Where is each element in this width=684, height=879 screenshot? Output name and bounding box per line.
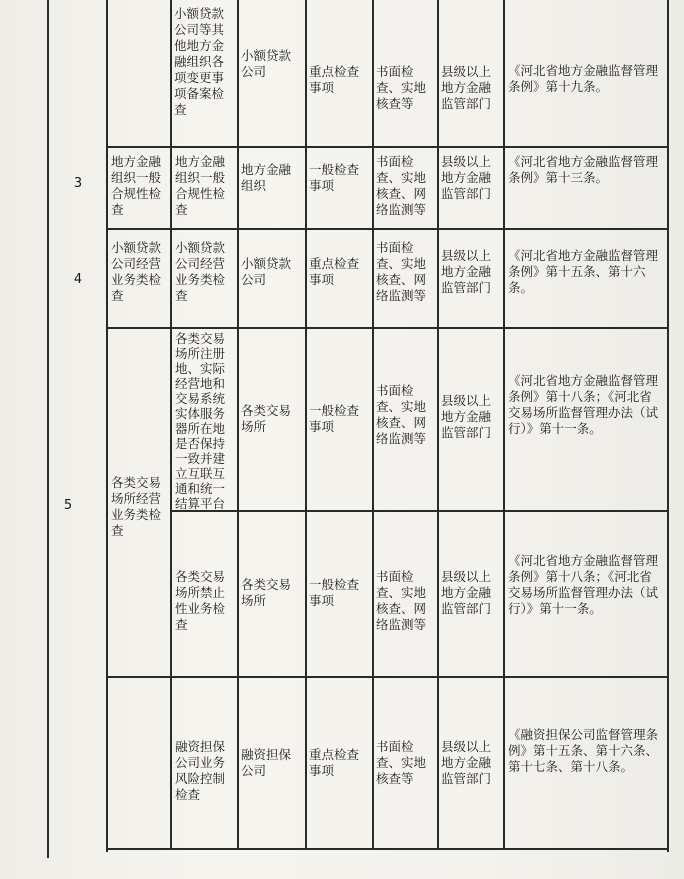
- table-cell-type: 一般检查事项: [309, 403, 360, 434]
- table-cell-method: 书面检查、实地核查、网络监测等: [376, 240, 427, 303]
- column-divider: [237, 0, 239, 850]
- table-cell-number: 5: [63, 498, 73, 513]
- table-cell-basis: 《河北省地方金融监督管理条例》第十八条；《河北省交易场所监督管理办法（试行）》第十一条。: [508, 373, 659, 436]
- table-border-right: [667, 0, 669, 852]
- table-cell-method: 书面检查、实地核查、网络监测等: [376, 383, 427, 446]
- column-divider: [170, 0, 172, 850]
- column-divider: [305, 0, 307, 850]
- table-cell-authority: 县级以上地方金融监管部门: [441, 64, 492, 111]
- table-cell-method: 书面检查、实地核查、网络监测等: [376, 154, 427, 217]
- row-divider: [106, 228, 669, 230]
- table-cell-method: 书面检查、实地核查等: [376, 739, 427, 786]
- table-cell-basis: 《河北省地方金融监督管理条例》第十八条；《河北省交易场所监督管理办法（试行）》第十一条。: [508, 553, 659, 616]
- table-cell-category: 小额贷款公司经营业务类检查: [111, 240, 162, 303]
- table-cell-number: 3: [73, 176, 83, 191]
- table-cell-object: 各类交易场所: [241, 577, 292, 608]
- table-cell-basis: 《河北省地方金融监督管理条例》第十九条。: [508, 63, 659, 94]
- table-border-left: [47, 0, 49, 858]
- table-cell-item: 小额贷款公司经营业务类检查: [175, 240, 226, 303]
- table-cell-authority: 县级以上地方金融监管部门: [441, 248, 492, 295]
- table-cell-item: 地方金融组织一般合规性检查: [175, 154, 226, 217]
- row-divider: [106, 676, 669, 678]
- table-cell-type: 一般检查事项: [309, 162, 360, 193]
- table-cell-basis: 《融资担保公司监督管理条例》第十五条、第十六条、第十七条、第十八条。: [508, 727, 659, 774]
- row-divider: [106, 327, 669, 329]
- table-cell-item: 各类交易场所禁止性业务检查: [175, 569, 226, 632]
- table-cell-object: 小额贷款公司: [241, 48, 292, 79]
- row-divider: [170, 510, 669, 512]
- column-divider: [503, 0, 505, 850]
- table-cell-type: 一般检查事项: [309, 577, 360, 608]
- table-cell-item: 融资担保公司业务风险控制检查: [175, 739, 226, 802]
- table-cell-object: 地方金融组织: [241, 162, 292, 193]
- table-cell-item: 小额贷款公司等其他地方金融组织各项变更事项备案检查: [174, 6, 225, 117]
- table-cell-authority: 县级以上地方金融监管部门: [441, 739, 492, 786]
- table-cell-authority: 县级以上地方金融监管部门: [441, 569, 492, 616]
- table-cell-method: 书面检查、实地核查等: [376, 64, 427, 111]
- table-cell-authority: 县级以上地方金融监管部门: [441, 154, 492, 201]
- table-cell-type: 重点检查事项: [309, 747, 360, 778]
- table-cell-basis: 《河北省地方金融监督管理条例》第十三条。: [508, 154, 659, 185]
- table-cell-category: 各类交易场所经营业务类检查: [111, 475, 162, 538]
- table-cell-number: 4: [73, 272, 83, 287]
- table-cell-object: 融资担保公司: [241, 747, 292, 778]
- table-cell-method: 书面检查、实地核查、网络监测等: [376, 569, 427, 632]
- table-cell-item: 各类交易场所注册地、实际经营地和交易系统实体服务器所在地是否保持一致并建立互联互通和统一结算平台: [175, 331, 226, 511]
- table-cell-authority: 县级以上地方金融监管部门: [441, 393, 492, 440]
- table-cell-category: 地方金融组织一般合规性检查: [111, 154, 162, 217]
- column-divider: [437, 0, 439, 850]
- table-cell-basis: 《河北省地方金融监督管理条例》第十五条、第十六条。: [508, 248, 659, 295]
- column-divider: [372, 0, 374, 850]
- column-divider: [106, 0, 108, 852]
- table-cell-type: 重点检查事项: [309, 64, 360, 95]
- table-border-bottom: [106, 848, 669, 850]
- table-cell-object: 小额贷款公司: [241, 256, 292, 287]
- table-cell-type: 重点检查事项: [309, 256, 360, 287]
- row-divider: [106, 146, 669, 148]
- table-cell-object: 各类交易场所: [241, 403, 292, 434]
